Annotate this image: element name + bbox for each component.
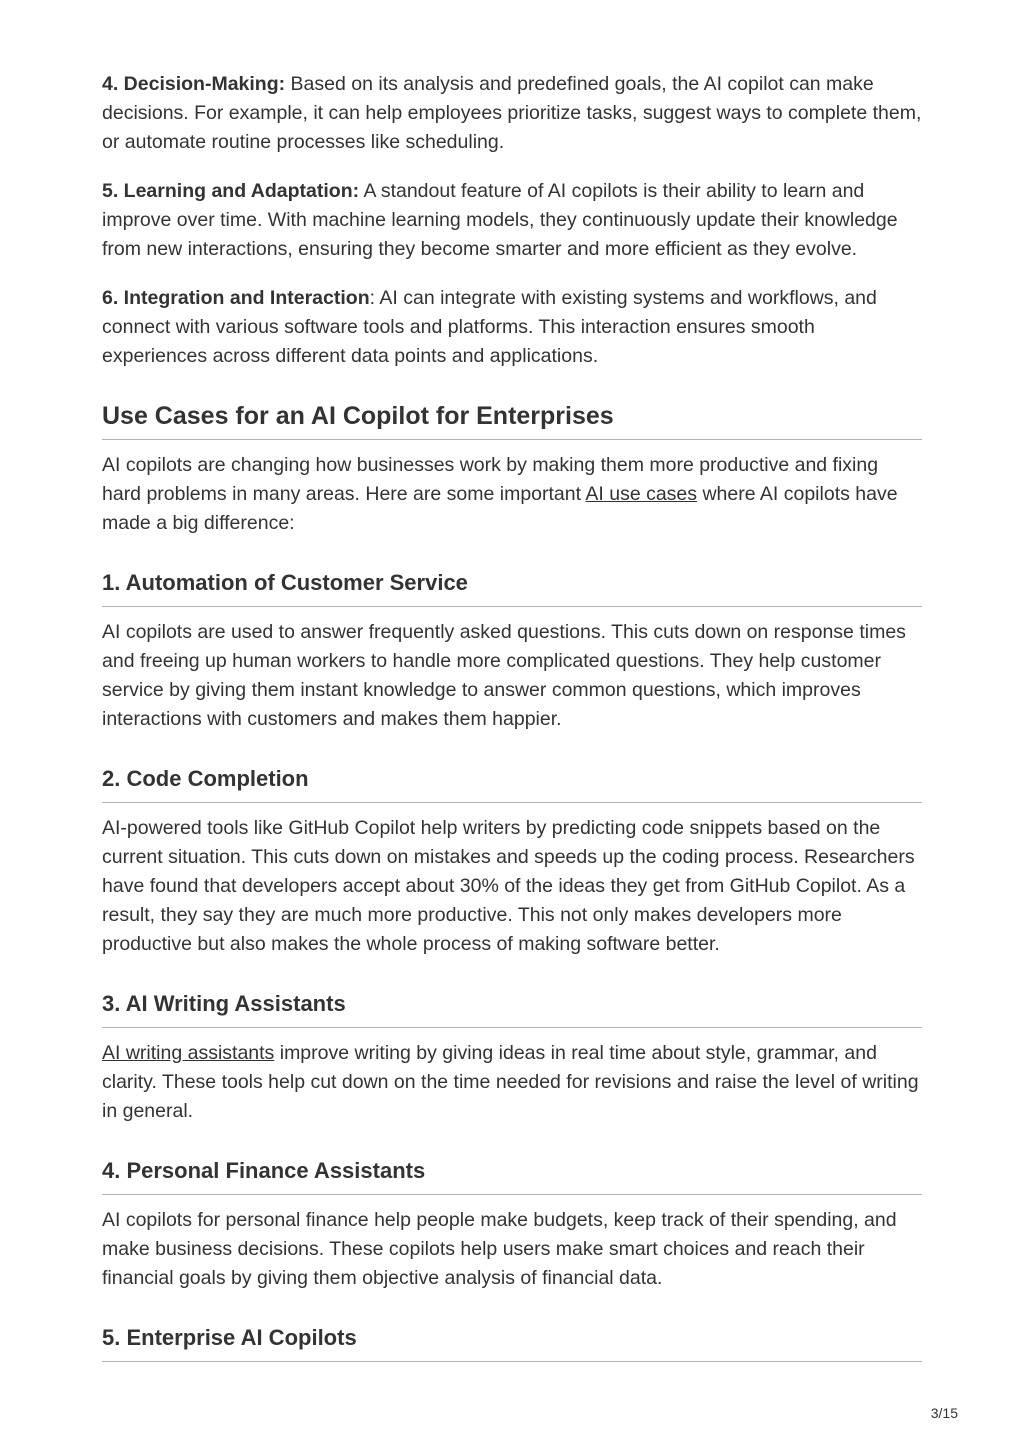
feature-integration-interaction <box>102 284 922 371</box>
section-text-rest: improve writing by giving ideas in real time about style, grammar, and clarity. These tools help cut down on the time needed for revisions and raise the level of writing in general. <box>102 1042 919 1122</box>
intro-text-after: where AI copilots have made a big difference: <box>102 483 898 534</box>
section-heading: 4. Personal Finance Assistants <box>102 1157 922 1195</box>
section-text: AI copilots are used to answer frequently asked questions. This cuts down on response times and freeing up human workers to handle more complicated questions. They help customer service by giving them instant knowledge to answer common questions, which improves interactions with customers and makes them happier. <box>102 621 906 730</box>
feature-title: 4. Decision-Making: <box>102 73 286 95</box>
feature-decision-making <box>102 70 922 157</box>
section-customer-service <box>102 569 922 734</box>
feature-title: 6. Integration and Interaction <box>102 287 370 309</box>
section-heading: 2. Code Completion <box>102 765 922 803</box>
ai-writing-assistants-link[interactable]: AI writing assistants <box>102 1042 275 1064</box>
section-text <box>102 1039 922 1126</box>
section-heading: 3. AI Writing Assistants <box>102 990 922 1028</box>
section-heading: 5. Enterprise AI Copilots <box>102 1324 922 1362</box>
section-text: AI-powered tools like GitHub Copilot help writers by predicting code snippets based on the current situation. This cuts down on mistakes and speeds up the coding process. Researchers have found that developers accept about 30% of the ideas they get from GitHub Copilot. As a result, they say they are much more productive. This not only makes developers more productive but also makes the whole process of making software better. <box>102 817 915 955</box>
use-cases-intro <box>102 451 922 538</box>
feature-text: Based on its analysis and predefined goals, the AI copilot can make decisions. For example, it can help employees prioritize tasks, suggest ways to complete them, or automate routine processes like scheduling. <box>102 73 922 153</box>
intro-text-before: AI copilots are changing how businesses work by making them more productive and fixing hard problems in many areas. Here are some important <box>102 454 879 505</box>
document-page <box>102 70 922 1362</box>
feature-text: A standout feature of AI copilots is their ability to learn and improve over time. With machine learning models, they continuously update their knowledge from new interactions, ensuring they become smarter and more efficient as they evolve. <box>102 180 898 260</box>
use-cases-heading: Use Cases for an AI Copilot for Enterprises <box>102 401 922 440</box>
page-number: 3/15 <box>930 1405 958 1421</box>
section-heading: 1. Automation of Customer Service <box>102 569 922 607</box>
section-enterprise-copilots <box>102 1324 922 1362</box>
ai-use-cases-link[interactable]: AI use cases <box>585 483 698 505</box>
feature-title: 5. Learning and Adaptation: <box>102 180 360 202</box>
section-personal-finance <box>102 1157 922 1293</box>
section-code-completion <box>102 765 922 959</box>
feature-text: : AI can integrate with existing systems and workflows, and connect with various software tools and platforms. This interaction ensures smooth experiences across different data points and applications. <box>102 287 877 367</box>
feature-learning-adaptation <box>102 177 922 264</box>
section-text: AI copilots for personal finance help people make budgets, keep track of their spending, and make business decisions. These copilots help users make smart choices and reach their financial goals by giving them objective analysis of financial data. <box>102 1209 897 1289</box>
section-writing-assistants <box>102 990 922 1126</box>
use-cases-section <box>102 401 922 538</box>
